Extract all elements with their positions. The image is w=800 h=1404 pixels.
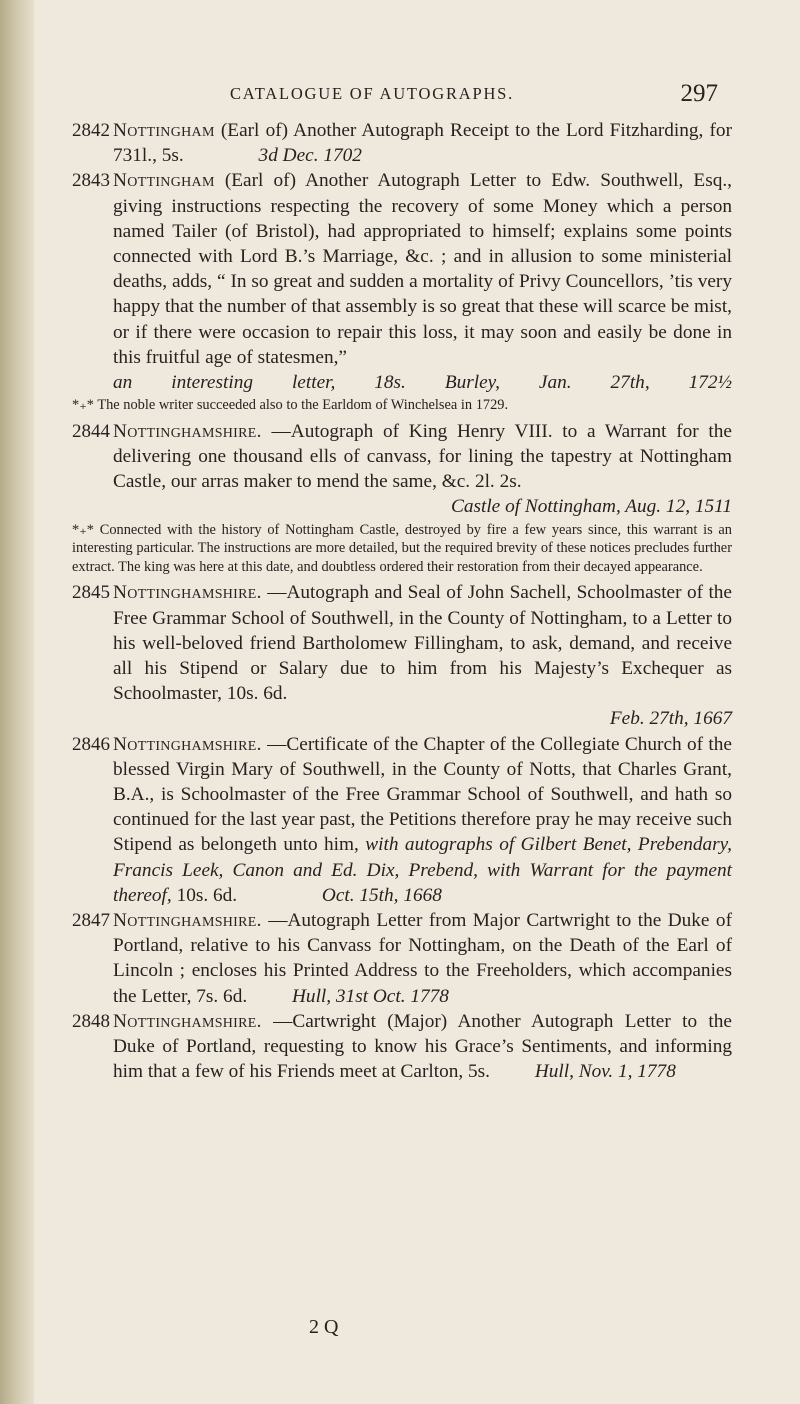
entry-date: Hull, 31st Oct. 1778 [292,985,449,1007]
entry-number: 2842 [72,120,110,141]
entry-note: *₊* The noble writer succeeded also to the Earldom of Winchelsea in 1729. [72,397,509,414]
entry-number: 2846 [72,733,110,755]
catalogue-entry [72,1009,732,1085]
entry-date: Burley, Jan. 27th, 172½ [444,372,732,394]
entry-price: 10s. 6d. [176,884,238,906]
entry-body [113,580,732,731]
entry-body [113,118,732,168]
entry-number: 2845 [72,582,110,604]
entry-date: Castle of Nottingham, Aug. 12, 1511 [450,496,732,518]
catalogue-page [44,0,800,1404]
entries-list [72,118,732,1084]
entry-text: (Earl of) Another Autograph Receipt to the Lord Fitzharding, for 731l., 5s. [113,120,732,167]
running-head [178,80,718,110]
entry-name: Nottinghamshire. [113,420,262,442]
entry-number: 2848 [72,1010,110,1032]
catalogue-entry [72,580,732,731]
entry-body [113,908,732,1009]
entry-text: (Earl of) Another Autograph Letter to Edw. Southwell, Esq., giving instructions respecting the recovery of some Money which a person named Tailer (of Bristol), had appropriated to himself; explains some points connected with Lord B.’s Marriage, &c. ; and in allusion to some ministerial deaths, adds, “ In so great and sudden a mortality of Privy Councellors, ’tis very happy that the number of that assembly is so great that these will scarce be mist, or if there were occasion to repair this loss, it may soon and easily be done in this fruitful age of statesmen,” [113,170,732,368]
catalogue-entry [72,168,732,395]
entry-date: Oct. 15th, 1668 [321,884,442,906]
entry-number: 2843 [72,170,110,192]
entry-name: Nottinghamshire. [113,733,262,755]
entry-date: Hull, Nov. 1, 1778 [534,1061,676,1083]
entry-number: 2847 [72,910,110,932]
entry-name: Nottingham [113,120,215,141]
entry-body [113,732,732,908]
entry-name: Nottingham [113,170,215,192]
entry-text: —Autograph of King Henry VIII. to a Warrant for the delivering one thousand ells of canvass, for lining the tapestry at Nottingham Castle, our arras maker to mend the same, &c. 2l. 2s. [113,420,732,493]
entry-body [113,419,732,520]
entry-text: —Certificate of the Chapter of the Collegiate Church of the blessed Virgin Mary of Southwell, in the County of Notts, that Charles Grant, B.A., is Schoolmaster of the Free Grammar School of Southwell, and hath so continued for the last year past, the Petitions therefore pray he may receive such Stipend as belongeth unto him, [113,733,732,856]
entry-italic-text: with autographs of Gilbert Benet, Prebendary, Francis Leek, Canon and Ed. Dix, Prebend, with Warrant for the payment thereof, [113,834,732,906]
entry-body [113,168,732,395]
entry-text: —Autograph and Seal of John Sachell, Schoolmaster of the Free Grammar School of Southwell, in the County of Nottingham, to a Letter to his well-beloved friend Bartholomew Fillingham, to ask, demand, and receive all his Stipend or Salary due to him from his Majesty’s Exchequer as Schoolmaster, 10s. 6d. [113,582,732,705]
entry-date: Feb. 27th, 1667 [609,708,732,730]
entry-name: Nottinghamshire. [113,910,262,932]
page-binding-edge [0,0,34,1404]
entry-note: *₊* Connected with the history of Nottingham Castle, destroyed by fire a few years since, this warrant is an interesting particular. The instructions are more detailed, but the required brevity of these notices precludes further extract. The king was here at this date, and doubtless ordered their restoration from their decayed appearance. [72,521,732,575]
entry-text: —Cartwright (Major) Another Autograph Letter to the Duke of Portland, requesting to know his Grace’s Sentiments, and informing him that a few of his Friends meet at Carlton, 5s. [113,1010,732,1083]
running-title: CATALOGUE OF AUTOGRAPHS. [230,84,515,103]
entry-dateline [113,370,732,395]
entry-name: Nottinghamshire. [113,582,262,604]
page-number: 297 [680,80,718,107]
entry-date: 3d Dec. 1702 [258,145,362,167]
catalogue-entry [72,118,732,168]
entry-body [113,1009,732,1085]
entry-price: an interesting letter, 18s. [113,372,406,394]
entry-text: —Autograph Letter from Major Cartwright to the Duke of Portland, relative to his Canvass for Nottingham, on the Death of the Earl of Lincoln ; encloses his Printed Address to the Freeholders, which accompanies the Letter, 7s. 6d. [113,910,732,1007]
catalogue-entry [72,732,732,908]
catalogue-entry [72,908,732,1009]
entry-number: 2844 [72,420,110,442]
catalogue-entry [72,419,732,520]
signature-mark: 2 Q [309,1316,339,1338]
entry-name: Nottinghamshire. [113,1010,262,1032]
